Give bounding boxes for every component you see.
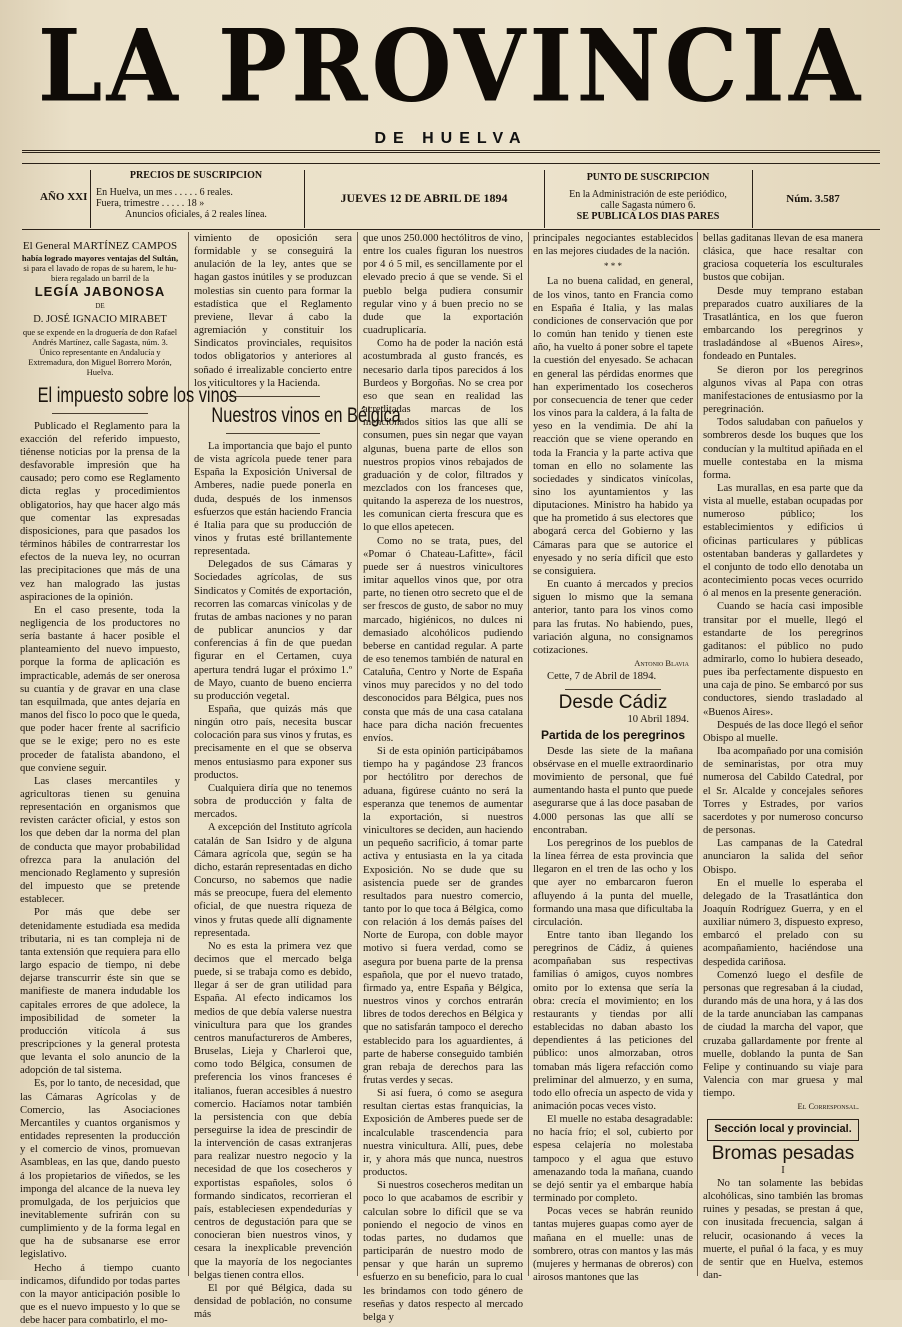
- paragraph: En el muelle lo esperaba el delegado de la Trasatlántica don Joaquín Rodríguez Guerra, y en el auxiliar número 3, dispuesto expreso, embarcó el prelado con su acompañamiento, haciéndose una despedida cariñosa.: [703, 877, 863, 968]
- paragraph: A excepción del Instituto agrícola catalán de San Isidro y de alguna Cámara agrícola que, según se ha dicho, estarán representadas en dicho Concurso, no sabemos que nadie más se preocupe, fuera del elemento oficial, de que nuestra riqueza de vinos y frutas quede allí dignamente representada.: [194, 822, 352, 939]
- paragraph: En cuanto á mercados y precios siguen lo mismo que la semana anterior, tanto para los vinos como para las frutas. No habiendo, pues, variación alguna, no consignamos cotizaciones.: [533, 579, 693, 656]
- subscription-box: [548, 166, 748, 228]
- paragraph: Por más que debe ser detenidamente estudiada esa medida tributaria, ni es tan compleja ni de tanta extensión que requiera para ello largo espacio de tiempo, ni debe dejarse transcurrir éste sin que se manifieste de manera indudable los capitales errores de que adolece, la imposibilidad de someter la producción vitícola á sus prescripciones y la general protesta que levanta el solo anuncio de la adopción de tal sistema.: [20, 907, 180, 1077]
- paragraph: Publicado el Reglamento para la exacción del referido impuesto, tiénense noticias por la prensa de la desfavorable impresión que ha causado; pero como ese Reglamento dicta reglas y procedimientos obligatorios, hay que hacer algo más que comentar las expresadas disposiciones, para que pasados los términos hábiles de contrarrestar los efectos de la nueva ley, no ocurran las precipitaciones que más de una vez han malogrado las justas aspiraciones de la opinión.: [20, 420, 180, 603]
- paragraph: Iba acompañado por una comisión de seminaristas, por otra muy numerosa del Cabildo Catedral, por el Sr. Alcalde y concejales señores Torres y Estrades, por varios sacerdotes y por numeroso concurso de personas.: [703, 746, 863, 837]
- paragraph: Como ha de poder la nación está acostumbrada al gusto francés, es necesario darla tipos parecidos á los Burdeos y Borgoñas. No se crea por eso que sean en realidad las acreditadas marcas de los mencionados sitios las que allí se consumen, pues sin negar que vayan algunas, buena parte de ellos son nuestros propios vinos rebajados de graduación y de color, filtrados y mezclados con los franceses que, quitando la aspereza de los nuestros, les comunican cierta frescura que es lo que ellos apetecen.: [363, 338, 523, 534]
- ad-line-7: D. JOSÉ IGNACIO MIRABET: [33, 314, 167, 326]
- ad-line-9: Único representante en Andalucía y Extremadura, don Miguel Borrero Morón, Huelva.: [28, 346, 172, 377]
- paragraph: No tan solamente las bebidas alcohólicas, sino también las bromas ruines y pesadas, se prestan á que, con inusitada frecuencia, salgan á relucir, ocasionando á veces la muerte, el puñal ó la faca, y es muy de sentir que en Huelva, estemos dan-: [703, 1177, 863, 1282]
- ad-line-1: El General MARTÍNEZ CAMPOS: [22, 240, 178, 252]
- paragraph: Cuando se hacía casi imposible transitar por el muelle, llegó el estandarte de los peregrinos gaditanos: el público no pudo admirarlo, como lo hubiera deseado, pues iba perfectamente dispuesto en una caja de pino. Se embarcó por sus conductores, siendo trasladado al «Buenos Aires».: [703, 601, 863, 718]
- headline-impuesto: El impuesto sobre los vinos: [37, 383, 237, 407]
- column-3: [363, 232, 523, 1323]
- separator: [226, 396, 321, 397]
- paragraph: Es, por lo tanto, de necesidad, que las Cámaras Agrícolas y de Comercio, las Asociaciones Mercantiles y cuantos organismos y entidades representen la producción y el comercio de vinos, promuevan Asambleas, en las que, dando puesto á los propietarios de viñedos, se les imponga del alcance de la nueva ley promulgada, de los perjuicios que inevitablemente sufrirán con su cumplimiento y de la forma legal en que ha de subsanarse ese error legislativo.: [20, 1078, 180, 1261]
- headline-bromas-pesadas: Bromas pesadas: [711, 1142, 855, 1164]
- paragraph: Como no se trata, pues, del «Pomar ó Chateau-Lafitte», fácil puede ser á nuestros vinicultores imitar aquellos vinos que, por otra parte, no tienen otro secreto que el de ser frescos de gusto, de sabor no muy marcado, higiénicos, no dulces ni demasiado alcohólicos pudiendo beberse en cantidad regular. A parte de eso tenemos también de natural en Cataluña, Centro y Norte de España vinos muy parecidos y no del todo desconocidos para Bélgica, pues nos consta que más de una casa catalana hace para dicha nación frecuentes envíos.: [363, 535, 523, 744]
- signature-blavia: Antonio Blavia: [634, 658, 689, 668]
- masthead-rule: [22, 150, 880, 153]
- paragraph: Después de las doce llegó el señor Obispo al muelle.: [703, 719, 863, 744]
- roman-numeral: I: [781, 1164, 785, 1176]
- column-rule-3: [528, 232, 529, 1276]
- year-label: AÑO XXI: [40, 191, 88, 203]
- asterism: * * *: [604, 261, 622, 272]
- ad-product-name: LEGÍA JABONOSA: [34, 284, 166, 300]
- paragraph: Desde muy temprano estaban preparados cuatro auxiliares de la Trasatlántica, en los que fueron embarcando los peregrinos y trasladándose al «Buenos Aires», fondeado en Puntales.: [703, 285, 863, 363]
- paragraph: Si de esta opinión participábamos tiempo ha y pagándose 23 francos por hectólitro por derechos de aduana, figúrese cuánto no será la esperanza que tenemos de aumentar la exportación, si nuestros vinicultores se deciden, aun haciendo un pequeño sacrificio, á tomar parte activa y entusiasta en la ya citada Exposición. No se dude que su asistencia puede ser de grandes resultados para nuestro comercio, tanto por lo que toca á Bélgica, como con relación á los demás países del Norte de Europa, con doble mayor motivo si fuera verdad, como se asegura por buena parte de la prensa española, que por el nuevo tratado, firmado ya, entre España y Bélgica, nuestros vinos y corchos entrarán libres de todos derechos en Bélgica y que no satisfarán tampoco el derecho establecido para los aguardientes, á parte de haberse conseguido también gran rebaja de derechos para las frutas verdes y secas.: [363, 746, 523, 1086]
- info-divider-3: [544, 170, 545, 228]
- dateline-cadiz: 10 Abril 1894.: [627, 714, 689, 726]
- paragraph: Las clases mercantiles y agricultoras tienen su genuina representación en organismos que revisten carácter oficial, y estos son los que deben dar la norma del plan de conducta que mayor probabilidad ofrezca para la anulación del mencionado Reglamento y supresión del impuesto que se pretende establecer.: [20, 775, 180, 906]
- ad-line-4: biera regalado un barril de la: [51, 273, 149, 284]
- paragraph: La importancia que bajo el punto de vista agrícola puede tener para España la Exposición Universal de Amberes, nadie puede ponerla en duda, después de los inmensos esfuerzos que están haciendo Francia é Italia para que su producción de vinos y frutas esté brillantemente representada.: [194, 440, 352, 558]
- paragraph: Entre tanto iban llegando los peregrinos de Cádiz, á quienes acompañaban sus respectivas familias ó amigos, cuyos nombres omito por lo extensa que sería la obra: crecía el movimiento; en los restaurants y tiendas por allí establecidas no daban abasto los dependientes á las peticiones del público: unos almorzaban, otros tomaban más ligera refacción como preliminar del almuerzo, y en suma, todo ello ofrecía un aspecto de vida y animación pocas veces visto.: [533, 929, 693, 1112]
- section-header-local: Sección local y provincial.: [707, 1119, 859, 1140]
- headline-vinos-belgica: Nuestros vinos en Bélgica: [211, 403, 401, 427]
- paragraph: Las campanas de la Catedral anunciaron la salida del señor Obispo.: [703, 838, 863, 876]
- masthead-title: LA PROVINCIA: [37, 7, 865, 125]
- subscription-line-2: calle Sagasta número 6.: [600, 200, 696, 211]
- column-4: [533, 232, 693, 1284]
- paragraph: Si nuestros cosecheros meditan un poco lo que acabamos de escribir y calculan sobre lo difícil que se va poniendo el negocio de vinos en todas partes, no dudamos que participarán de nuestro modo de pensar y que harán un supremo esfuerzo en su beneficio, para lo cual les brindamos con todo género de reseñas y datos respecto al mercado belga y: [363, 1180, 523, 1323]
- column-1: [20, 232, 237, 1327]
- paragraph: Desde las siete de la mañana obsérvase en el muelle extraordinario movimiento de personal, que fué aumentando hasta el punto que puede asegurarse que á las doce pasaban de 4.000 personas las que allí se encontraban.: [533, 745, 693, 836]
- info-bar-top-rule: [22, 163, 880, 164]
- ad-line-3: si para el lavado de ropas de su harem, le hu-: [23, 263, 177, 274]
- subscription-title: PUNTO DE SUSCRIPCION: [586, 172, 710, 183]
- price-line-3: Anuncios oficiales, á 2 reales línea.: [125, 209, 267, 220]
- paragraph: bellas gaditanas llevan de esa manera clásica, que hace resaltar con graciosa coquetería los esculturales bustos que cobijan.: [703, 233, 863, 284]
- paragraph: que unos 250.000 hectólitros de vino, entre los cuales figuran los nuestros por 4 ó 5 mil, es sencillamente por el elevado precio á que se vende. Si el pueblo belga pudiera consumir regular vino y á buen precio no se dude que la exportación cuadruplicaría.: [363, 233, 523, 337]
- ad-line-8: que se expende en la droguería de don Rafael Andrés Martínez, calle Sagasta, núm. 3.: [22, 326, 178, 347]
- info-divider-1: [90, 170, 91, 228]
- paragraph: La no buena calidad, en general, de los vinos, tanto en Francia como en España é Italia, y las malas condiciones de conservación que por lo común han tenido y tienen este año, ha vuelto á poner sobre el tapete la cuestión del enyesado. Se achacan en general las pérdidas enormes que han experimentado los cosecheros por consecuencia de tener que ceder los vinos para la caldera, á la falta de yeso en la vendimia. De ahí la reacción que se viene operando en toda la Francia y la parte activa que toman en ello no solamente las sociedades y sindicatos vinícolas, sino los ayuntamientos y las diputaciones. Ministro ha habido ya que ha prometido á sus electores que abogará cerca del Gobierno y las Cámaras para que se autorice el enyesado y no sería difícil que esto se consiguiera.: [533, 276, 693, 577]
- column-5: [703, 232, 863, 1282]
- subscription-line-3: SE PUBLICA LOS DIAS PARES: [576, 211, 720, 222]
- headline-desde-cadiz: Desde Cádiz: [558, 692, 668, 714]
- issue-date: JUEVES 12 DE ABRIL DE 1894: [340, 191, 508, 205]
- masthead-subtitle: DE HUELVA: [374, 130, 528, 147]
- paragraph: vimiento de oposición sera formidable y se conseguirá la anulación de la ley, antes que se hagan gastos inútiles y se produzcan molestias sin cuento para formar la estadística que el Reglamento previene, llevar á cabo la agremiación y constituir los Sindicatos provinciales, requisitos todos obligatorios y anteriores al soñado é irrealizable concierto entre los viticultores y la Hacienda.: [194, 233, 352, 389]
- paragraph: Las murallas, en esa parte que da vista al muelle, estaban ocupadas por numeroso público; los establecimientos y edificios ú oficinas particulares y públicas ostentaban banderas y gallardetes y el conjunto de todo ello denotaba un acontecimiento pocas veces ocurrido ó al menos en la presente generación.: [703, 482, 863, 600]
- column-rule-4: [697, 232, 698, 1276]
- paragraph: Los peregrinos de los pueblos de la línea férrea de esta provincia que llegaron en el tren de las ocho y los que ayer no embarcaron fueron afluyendo á la punta del muelle, formando una masa que dificultaba la circulación.: [533, 837, 693, 928]
- ad-line-2: había logrado mayores ventajas del Sultán,: [21, 253, 179, 264]
- prices-title: PRECIOS DE SUSCRIPCION: [129, 170, 263, 181]
- dateline-cette: Cette, 7 de Abril de 1894.: [547, 671, 657, 683]
- ad-line-6: DE: [95, 302, 105, 311]
- paragraph: Comenzó luego el desfile de personas que regresaban á la ciudad, durando más de una hora, y á las dos de la tarde anunciaban las campanas de ciudad la marcha del vapor, que cruzaba gallardamente por frente al muelle, doblando la punta de San Felipe y continuando su viaje para Valencia con mar gruesa y mal tiempo.: [703, 969, 863, 1100]
- paragraph: Si así fuera, ó como se asegura resultan ciertas estas franquicias, la Exposición de Amberes puede ser de incalculable trascendencia para nuestra vinicultura. Allí, pues, debe ir, y ahora más que nunca, nuestros productos.: [363, 1088, 523, 1179]
- separator: [52, 413, 148, 414]
- paragraph: Hecho á tiempo cuanto indicamos, difundido por todas partes con la mayor anticipación posible lo que es el nuevo impuesto y lo que se debe hacer para combatirlo, el mo-: [20, 1262, 180, 1327]
- paragraph: El muelle no estaba desagradable: no hacía frío; el sol, cubierto por espesa celajería no molestaba tampoco y el agua que estuvo amenazando toda la mañana, cuando se dejó sentir ya el embarque había terminado por completo.: [533, 1114, 693, 1205]
- price-line-2: Fuera, trimestre . . . . . 18 »: [96, 198, 205, 209]
- info-divider-4: [752, 170, 753, 228]
- issue-number: Núm. 3.587: [786, 193, 840, 205]
- paragraph: Se dieron por los peregrinos algunos vivas al Papa con otras manifestaciones de entusiasmo por la peregrinación.: [703, 364, 863, 416]
- separator: [565, 689, 661, 690]
- paragraph: principales negociantes establecidos en las mejores ciudades de la nación.: [533, 233, 693, 258]
- paragraph: En el caso presente, toda la negligencia de los productores no sería bastante á hacer posible el planteamiento del nuevo impuesto, porque la forma de aplicación es impracticable, además de ser onerosa su cuantía y de gravar en una clase tan esquilmada, que antes dejaría en manos del fisco lo poco que le queda, que poder hacer frente al sacrificio que se le exige; pero no es este proceder de fatalista abandono, el que conviene seguir.: [20, 604, 180, 774]
- column-rule-2: [357, 232, 358, 1276]
- prices-box: [96, 166, 296, 228]
- subscription-line-1: En la Administración de este periódico,: [569, 189, 727, 200]
- column-2: [194, 232, 401, 1321]
- signature-corresponsal: El Corresponsal.: [797, 1101, 859, 1112]
- subhead-peregrinos: Partida de los peregrinos: [540, 727, 686, 742]
- paragraph: Cualquiera diría que no tenemos sobra de producción y falta de mercados.: [194, 782, 352, 821]
- price-line-1: En Huelva, un mes . . . . . 6 reales.: [96, 187, 233, 198]
- paragraph: No es esta la primera vez que decimos que el mercado belga puede, si se trabaja como es debido, llegar á ser de gran utilidad para España. Al efecto indicamos los medios de que debía valerse nuestra vinicultura para que los grandes centros manufactureros de Amberes, Bruselas, Lieja y Charleroi que, como todo Bélgica, consumen de preferencia los vinos franceses é italianos, fueran accesibles á nuestro comercio. Hacíamos notar también la persistencia con que debía perseguirse la idea de prescindir de la intervención de casas extranjeras para realizar nuestro negocio y la necesidad de que los cosecheros y exportistas españoles, solos ó formando sindicatos, recorrieran el país, estableciesen expendedurías y centros de degustación para que se conocieran bien nuestros vinos, y cesara la inexplicable prevención que la mayoría de los negociantes belgas tienen contra ellos.: [194, 940, 352, 1281]
- separator: [226, 433, 321, 434]
- paragraph: Delegados de sus Cámaras y Sociedades agrícolas, de sus Sindicatos y Comités de exportación, recorren las comarcas vinícolas y de frutas de ambas naciones y no paran de publicar anuncios y dar conferencias á fin de que puedan figurar en el Certamen, cuya apertura tendrá lugar el próximo 1.º de Mayo, cuanto de bueno encierra su producción vegetal.: [194, 559, 352, 702]
- paragraph: El por qué Bélgica, dada su densidad de población, no consume más: [194, 1282, 352, 1321]
- paragraph: Pocas veces se habrán reunido tantas mujeres guapas como ayer de mañana en el muelle: unas de sombrero, otras con mantos y las más (mujeres y hermanas de obreros) con airosos mantones que las: [533, 1206, 693, 1284]
- paragraph: España, que quizás más que ningún otro país, necesita buscar colocación para sus vinos y frutas, es precisamente en el que se observa menos entusiasmo para exponer sus productos.: [194, 704, 352, 781]
- paragraph: Todos saludaban con pañuelos y sombreros desde los buques que los conducían y la multitud apiñada en el muelle contestaba en la misma forma.: [703, 417, 863, 481]
